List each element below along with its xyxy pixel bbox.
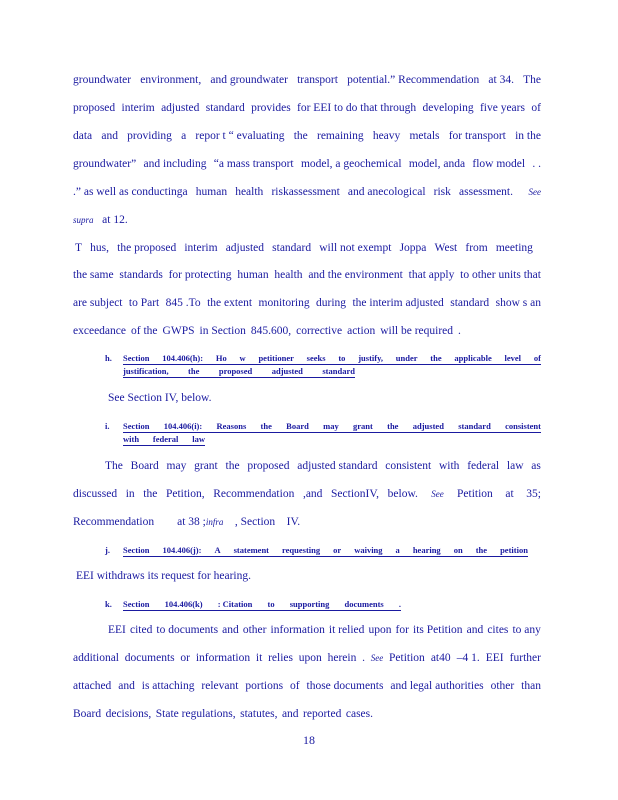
word: the (387, 421, 399, 431)
word: justification, (123, 366, 169, 376)
word: discussed (73, 488, 118, 500)
word: standard (205, 102, 245, 114)
word: Petition (389, 652, 425, 664)
word: the (260, 421, 272, 431)
text-run: at 38 ; (177, 516, 206, 528)
word: consistent (385, 460, 432, 472)
section-j-body (76, 569, 251, 583)
word: : Citation (217, 599, 253, 609)
see-citation: See (528, 187, 541, 197)
section-i-heading-line-1 (123, 421, 541, 433)
word: may (323, 421, 339, 431)
word: State regulations, (155, 708, 236, 720)
word: federal (152, 434, 179, 444)
word: riskassessment (271, 186, 340, 198)
section-i-letter: i. (105, 421, 110, 431)
word: those documents (306, 680, 384, 692)
word: Joppa (399, 242, 427, 254)
infra-citation: infra (205, 517, 224, 527)
word: . (458, 325, 461, 337)
p1-line-6-text: at 12. (102, 214, 128, 226)
section-k-body-line-2-words (73, 651, 365, 665)
word: developing (422, 102, 474, 114)
word: may (166, 460, 187, 472)
word: other (490, 680, 515, 692)
word: EEI (108, 624, 126, 636)
word: it (255, 652, 263, 664)
word: and (101, 130, 118, 142)
word: for (395, 624, 409, 636)
word: hearing (412, 545, 441, 555)
word: further (509, 652, 541, 664)
word: interim (184, 242, 218, 254)
word: standards (119, 269, 163, 281)
word: Recommendation (213, 488, 295, 500)
word: five years (479, 102, 525, 114)
section-j-heading (123, 545, 528, 557)
word: and (281, 708, 299, 720)
word: A (214, 545, 221, 555)
word: the extent (207, 297, 253, 309)
word: hearing. (213, 570, 251, 582)
word: corrective (296, 325, 343, 337)
word: to documents (156, 624, 219, 636)
word: herein (327, 652, 357, 664)
word: metals (409, 130, 440, 142)
section-k-body-line-2-end (389, 651, 541, 665)
word: Board (130, 460, 159, 472)
word: GWPS (162, 325, 195, 337)
section-k-letter: k. (105, 599, 112, 609)
word: of the (131, 325, 158, 337)
word: and (118, 680, 135, 692)
word: Section (123, 599, 150, 609)
word: health (274, 269, 303, 281)
word: information (270, 624, 325, 636)
word: or (180, 652, 191, 664)
word: 845 .To (165, 297, 201, 309)
word: environment, (140, 74, 202, 86)
word: and (466, 624, 484, 636)
text-run: IV. (286, 516, 301, 528)
section-k-body-line-4 (73, 707, 373, 721)
word: Section (123, 421, 150, 431)
word: statement (233, 545, 269, 555)
word: the (430, 353, 442, 363)
word: The (523, 74, 541, 86)
p2-line-2 (73, 268, 541, 282)
word: and groundwater (210, 74, 288, 86)
word: or (333, 545, 342, 555)
word: the (143, 488, 158, 500)
word: Board (286, 421, 309, 431)
word: 35; (526, 488, 541, 500)
see-citation: See (370, 653, 384, 663)
word: to Part (128, 297, 160, 309)
section-i-heading-line-2 (123, 434, 205, 446)
word: it relied (328, 624, 365, 636)
word: hus, (90, 242, 110, 254)
section-k-body-line-3 (73, 679, 541, 693)
word: EEI (76, 570, 94, 582)
p2-line-1 (75, 241, 533, 255)
word: applicable (454, 353, 492, 363)
section-h-heading-line-1 (123, 353, 541, 365)
word: for EEI to do that through (297, 102, 417, 114)
word: model, a geochemical (300, 158, 402, 170)
word: to any (512, 624, 541, 636)
word: requesting (282, 545, 321, 555)
word: will not exempt (319, 242, 392, 254)
word: the proposed (117, 242, 177, 254)
word: the (188, 366, 200, 376)
word: proposed (247, 460, 290, 472)
section-i-body-line-2-words (73, 487, 418, 501)
word: and anecological (347, 186, 426, 198)
word: the (225, 460, 240, 472)
word: a (395, 545, 400, 555)
word: a (181, 130, 187, 142)
word: the (293, 130, 308, 142)
p1-line-3 (73, 129, 541, 143)
word: than (521, 680, 541, 692)
word: are subject (73, 297, 123, 309)
word: upon (368, 624, 392, 636)
section-k-body-line-1 (108, 623, 541, 637)
word: exceedance (73, 325, 126, 337)
section-h-heading-line-2 (123, 366, 355, 378)
section-i-body-line-2 (73, 487, 541, 501)
word: model, anda (408, 158, 466, 170)
word: portions (245, 680, 284, 692)
word: in (125, 488, 135, 500)
word: as (531, 460, 541, 472)
word: its Petition (413, 624, 463, 636)
word: proposed (73, 102, 116, 114)
word: . . (532, 158, 541, 170)
word: cited (129, 624, 153, 636)
word: for (197, 570, 211, 582)
word: Reasons (216, 421, 247, 431)
p2-line-4 (73, 324, 461, 338)
p1-line-1 (73, 73, 541, 87)
word: justify, (358, 353, 383, 363)
word: provides (251, 102, 291, 114)
word: .” as well as conductinga (73, 186, 188, 198)
word: action (347, 325, 376, 337)
word: remaining (316, 130, 364, 142)
p1-line-6 (73, 213, 541, 227)
word: ,and (302, 488, 323, 500)
word: relevant (201, 680, 239, 692)
word: documents (124, 652, 175, 664)
word: the same (73, 269, 114, 281)
word: health (235, 186, 264, 198)
word: The (105, 460, 123, 472)
word: upon (298, 652, 322, 664)
word: potential.” Recommendation (347, 74, 480, 86)
word: at 34. (488, 74, 514, 86)
word: adjusted standard (297, 460, 378, 472)
page-number: 18 (303, 733, 315, 747)
word: 104.406(i): (163, 421, 203, 431)
word: petition (500, 545, 528, 555)
p1-line-5-words (73, 185, 513, 199)
word: providing (127, 130, 172, 142)
word: Ho (215, 353, 227, 363)
word: repor t “ evaluating (195, 130, 285, 142)
word: standard (272, 242, 312, 254)
word: risk (433, 186, 451, 198)
word: other (242, 624, 267, 636)
word: Board (73, 708, 102, 720)
word: 104.406(j): (162, 545, 202, 555)
word: of (533, 353, 541, 363)
word: to (267, 599, 275, 609)
word: . (398, 599, 401, 609)
word: to (338, 353, 346, 363)
word: documents (344, 599, 384, 609)
word: assessment. (459, 186, 513, 198)
word: with (438, 460, 460, 472)
word: Section (123, 545, 150, 555)
word: cases. (345, 708, 373, 720)
word: human (237, 269, 269, 281)
word: groundwater” (73, 158, 137, 170)
section-i-body-line-2-end (457, 487, 541, 501)
p1-line-2 (73, 101, 541, 115)
section-k-heading (123, 599, 401, 611)
word: adjusted (412, 421, 444, 431)
word: for transport (448, 130, 506, 142)
word: statutes, (240, 708, 278, 720)
word: 845.600, (250, 325, 292, 337)
word: petitioner (258, 353, 294, 363)
word: decisions, (105, 708, 152, 720)
word: law (506, 460, 524, 472)
word: the (475, 545, 488, 555)
word: level (504, 353, 522, 363)
section-h-body: See Section IV, below. (108, 392, 212, 404)
p2-line-3 (73, 296, 541, 310)
section-j-letter: j. (105, 545, 110, 555)
word: w (239, 353, 246, 363)
word: T (75, 242, 83, 254)
supra-citation: supra (73, 215, 94, 225)
word: cites (487, 624, 509, 636)
word: at (505, 488, 514, 500)
word: of (531, 102, 541, 114)
word: SectionIV, (331, 488, 380, 500)
word: and (222, 624, 239, 636)
word: of (289, 680, 300, 692)
word: adjusted (225, 242, 265, 254)
word: flow model (472, 158, 526, 170)
word: and the environment (308, 269, 403, 281)
see-citation: See (431, 489, 444, 499)
word: is attaching (141, 680, 195, 692)
word: West (434, 242, 458, 254)
word: in the (515, 130, 541, 142)
word: attached (73, 680, 112, 692)
word: interim (121, 102, 155, 114)
word: standard (322, 366, 355, 376)
word: below. (387, 488, 418, 500)
word: seeks (306, 353, 326, 363)
word: for protecting (168, 269, 232, 281)
word: 104.406(h): (162, 353, 204, 363)
word: data (73, 130, 93, 142)
word: grant (353, 421, 373, 431)
word: EEI (485, 652, 504, 664)
word: additional (73, 652, 119, 664)
section-k-body-line-2 (73, 651, 541, 665)
text-run: , Section (234, 516, 276, 528)
word: will be required (380, 325, 454, 337)
word: show s an (495, 297, 541, 309)
word: federal (467, 460, 500, 472)
word: standard (458, 421, 491, 431)
word: with (123, 434, 140, 444)
word: meeting (495, 242, 533, 254)
word: from (465, 242, 488, 254)
word: to other units that (460, 269, 541, 281)
word: and legal authorities (390, 680, 484, 692)
word: transport (297, 74, 338, 86)
word: consistent (505, 421, 541, 431)
word: reported (303, 708, 342, 720)
word: that apply (408, 269, 455, 281)
word: . (362, 652, 365, 664)
word: human (195, 186, 228, 198)
p1-line-5 (73, 185, 541, 199)
word: in Section (199, 325, 246, 337)
word: its request (147, 570, 195, 582)
word: the interim adjusted (352, 297, 444, 309)
section-i-body-line-1 (105, 459, 541, 473)
word: –4 1. (456, 652, 480, 664)
word: waiving (354, 545, 383, 555)
word: law (192, 434, 205, 444)
word: proposed (218, 366, 253, 376)
section-i-body-line-3 (73, 515, 541, 529)
word: under (395, 353, 418, 363)
p1-line-4 (73, 157, 541, 171)
word: grant (194, 460, 218, 472)
word: information (195, 652, 251, 664)
word: on (453, 545, 463, 555)
word: at40 (430, 652, 451, 664)
word: standard (450, 297, 490, 309)
word: Petition, (165, 488, 205, 500)
word: Section (123, 353, 150, 363)
word: adjusted (161, 102, 200, 114)
text-run: Recommendation (73, 516, 155, 528)
word: relies (268, 652, 293, 664)
word: during (316, 297, 347, 309)
word: groundwater (73, 74, 132, 86)
section-h-letter: h. (105, 353, 112, 363)
word: monitoring (258, 297, 310, 309)
word: 104.406(k) (164, 599, 203, 609)
word: and including (143, 158, 207, 170)
word: adjusted (271, 366, 303, 376)
word: withdraws (96, 570, 145, 582)
word: supporting (289, 599, 330, 609)
word: “a mass transport (213, 158, 294, 170)
word: heavy (372, 130, 401, 142)
word: Petition (457, 488, 493, 500)
